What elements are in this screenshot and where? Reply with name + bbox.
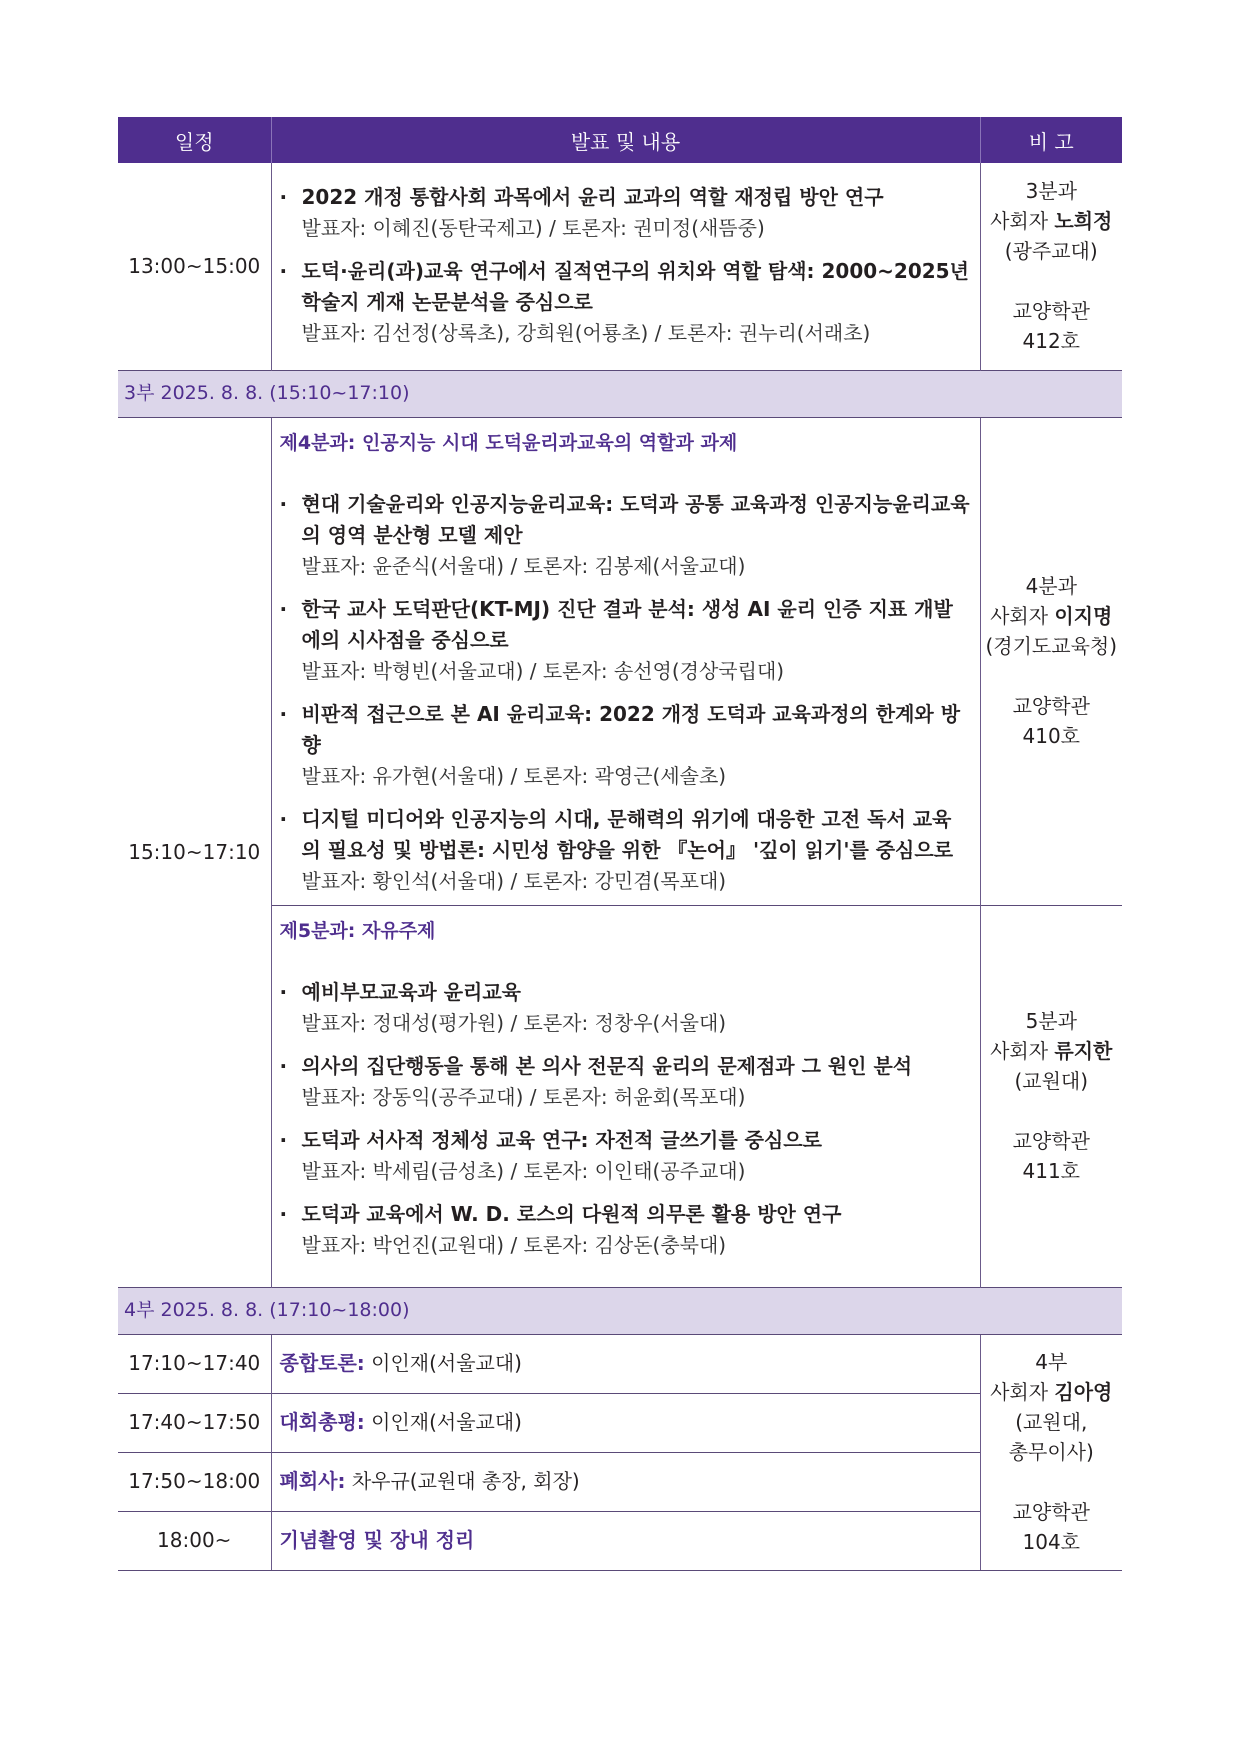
content-cell: [271, 1452, 980, 1511]
row-text: 차우규(교원대 총장, 회장): [345, 1469, 580, 1493]
list-item: · 디지털 미디어와 인공지능의 시대, 문해력의 위기에 대응한 고전 독서 교육의 필요성 및 방법론: 시민성 함양을 위한 『논어』 '깊이 읽기'를 중심으로 발표자: 황인석(서울대) / 토론자: 강민겸(목포대): [280, 804, 970, 897]
presenters: 발표자: 이혜진(동탄국제고) / 토론자: 권미정(새뜸중): [301, 215, 765, 240]
schedule-table: [118, 117, 1122, 1571]
time-cell: 17:50~18:00: [118, 1452, 271, 1511]
talk-title: 2022 개정 통합사회 과목에서 윤리 교과의 역할 재정립 방안 연구: [301, 184, 884, 209]
time-cell: 18:00~: [118, 1511, 271, 1570]
list-item: · 예비부모교육과 윤리교육 발표자: 정대성(평가원) / 토론자: 정창우(서울대): [280, 977, 970, 1039]
talk-title: 디지털 미디어와 인공지능의 시대, 문해력의 위기에 대응한 고전 독서 교육의 필요성 및 방법론: 시민성 함양을 위한 『논어』 '깊이 읽기'를 중심으로: [301, 806, 954, 862]
table-row: [118, 163, 1122, 370]
moderator-affil: (광주교대): [1004, 239, 1098, 264]
table-row: [118, 1334, 1122, 1393]
note-cell: [980, 163, 1122, 370]
talk-title: 현대 기술윤리와 인공지능윤리교육: 도덕과 공통 교육과정 인공지능윤리교육의 영역 분산형 모델 제안: [301, 491, 970, 547]
building: 교양학관: [1012, 694, 1090, 718]
content-cell: [271, 1334, 980, 1393]
presenters: 발표자: 박형빈(서울교대) / 토론자: 송선영(경상국립대): [301, 658, 785, 683]
session-name: 5분과: [1025, 1009, 1077, 1033]
moderator-name: 김아영: [1054, 1380, 1113, 1404]
table-header: [118, 117, 1122, 163]
talk-title: 예비부모교육과 윤리교육: [301, 979, 521, 1004]
building: 교양학관: [1012, 1500, 1090, 1524]
note-cell: [980, 1334, 1122, 1570]
presenters: 발표자: 박언진(교원대) / 토론자: 김상돈(충북대): [301, 1232, 727, 1257]
session-title: 제4분과: 인공지능 시대 도덕윤리과교육의 역할과 과제: [279, 431, 738, 454]
presenters: 발표자: 유가현(서울대) / 토론자: 곽영근(세솔초): [301, 763, 727, 788]
presenters: 발표자: 장동익(공주교대) / 토론자: 허윤회(목포대): [301, 1084, 746, 1109]
moderator-affil: (교원대): [1014, 1069, 1089, 1093]
table-row: [118, 1511, 1122, 1570]
schedule-page: [118, 117, 1122, 1571]
session-name: 4분과: [1025, 574, 1077, 598]
header-note: 비 고: [980, 117, 1122, 163]
header-content: 발표 및 내용: [271, 117, 980, 163]
talk-title: 도덕과 교육에서 W. D. 로스의 다원적 의무론 활용 방안 연구: [301, 1201, 842, 1226]
row-label: 폐회사:: [279, 1469, 346, 1493]
table-row: [118, 1393, 1122, 1452]
presenters: 발표자: 박세림(금성초) / 토론자: 이인태(공주교대): [301, 1158, 746, 1183]
content-cell: [271, 1511, 980, 1570]
section-heading: 4부 2025. 8. 8. (17:10~18:00): [118, 1287, 1122, 1334]
moderator-name: 이지명: [1054, 604, 1113, 628]
list-item: · 도덕과 교육에서 W. D. 로스의 다원적 의무론 활용 방안 연구 발표자: 박언진(교원대) / 토론자: 김상돈(충북대): [280, 1199, 970, 1261]
moderator-label: 사회자: [990, 209, 1055, 234]
note-cell: [980, 905, 1122, 1287]
time-cell: 13:00~15:00: [118, 163, 271, 370]
time-cell: 17:10~17:40: [118, 1334, 271, 1393]
content-cell: [271, 163, 980, 370]
talk-title: 한국 교사 도덕판단(KT-MJ) 진단 결과 분석: 생성 AI 윤리 인증 지표 개발에의 시사점을 중심으로: [301, 596, 953, 652]
moderator-label: 사회자: [990, 604, 1055, 628]
note-cell: [980, 417, 1122, 905]
moderator-label: 사회자: [990, 1039, 1055, 1063]
moderator-name: 노희정: [1054, 209, 1113, 234]
header-schedule: 일정: [118, 117, 271, 163]
presenters: 발표자: 김선정(상록초), 강희원(어룡초) / 토론자: 권누리(서래초): [301, 320, 871, 345]
moderator-affil: (경기도교육청): [985, 634, 1118, 658]
section-heading-part3: [118, 370, 1122, 417]
list-item: · 비판적 접근으로 본 AI 윤리교육: 2022 개정 도덕과 교육과정의 한계와 방향 발표자: 유가현(서울대) / 토론자: 곽영근(세솔초): [280, 699, 970, 792]
time-cell: 17:40~17:50: [118, 1393, 271, 1452]
presenters: 발표자: 윤준식(서울대) / 토론자: 김봉제(서울교대): [301, 553, 746, 578]
section-heading-part4: [118, 1287, 1122, 1334]
content-cell: [271, 1393, 980, 1452]
list-item: · 현대 기술윤리와 인공지능윤리교육: 도덕과 공통 교육과정 인공지능윤리교육의 영역 분산형 모델 제안 발표자: 윤준식(서울대) / 토론자: 김봉제(서울교대): [280, 489, 970, 582]
list-item: · 도덕과 서사적 정체성 교육 연구: 자전적 글쓰기를 중심으로 발표자: 박세림(금성초) / 토론자: 이인태(공주교대): [280, 1125, 970, 1187]
room: 411호: [1022, 1159, 1080, 1183]
building: 교양학관: [1012, 1129, 1090, 1153]
room: 104호: [1022, 1530, 1080, 1554]
list-item: · 2022 개정 통합사회 과목에서 윤리 교과의 역할 재정립 방안 연구 발표자: 이혜진(동탄국제고) / 토론자: 권미정(새뜸중): [280, 182, 970, 244]
row-label: 기념촬영 및 장내 정리: [279, 1528, 475, 1552]
talk-title: 비판적 접근으로 본 AI 윤리교육: 2022 개정 도덕과 교육과정의 한계와 방향: [301, 701, 961, 757]
row-text: 이인재(서울교대): [364, 1351, 522, 1375]
table-row: [118, 1452, 1122, 1511]
table-row: [118, 417, 1122, 905]
presenters: 발표자: 황인석(서울대) / 토론자: 강민겸(목포대): [301, 868, 727, 893]
session-name: 3분과: [1025, 179, 1077, 204]
talk-title: 도덕과 서사적 정체성 교육 연구: 자전적 글쓰기를 중심으로: [301, 1127, 822, 1152]
talk-title: 의사의 집단행동을 통해 본 의사 전문직 윤리의 문제점과 그 원인 분석: [301, 1053, 913, 1078]
row-text: 이인재(서울교대): [364, 1410, 522, 1434]
content-cell: [271, 905, 980, 1287]
moderator-label: 사회자: [990, 1380, 1055, 1404]
session-title: 제5분과: 자유주제: [279, 919, 436, 942]
list-item: · 의사의 집단행동을 통해 본 의사 전문직 윤리의 문제점과 그 원인 분석 발표자: 장동익(공주교대) / 토론자: 허윤회(목포대): [280, 1051, 970, 1113]
moderator-name: 류지한: [1054, 1039, 1113, 1063]
room: 410호: [1022, 724, 1080, 748]
session-name: 4부: [1035, 1350, 1068, 1374]
talk-title: 도덕·윤리(과)교육 연구에서 질적연구의 위치와 역할 탐색: 2000~2025년 학술지 게재 논문분석을 중심으로: [301, 258, 969, 314]
building: 교양학관: [1012, 299, 1090, 324]
presenters: 발표자: 정대성(평가원) / 토론자: 정창우(서울대): [301, 1010, 727, 1035]
section-heading: 3부 2025. 8. 8. (15:10~17:10): [118, 370, 1122, 417]
moderator-affil-2: 총무이사): [1008, 1440, 1094, 1464]
list-item: · 도덕·윤리(과)교육 연구에서 질적연구의 위치와 역할 탐색: 2000~2025년 학술지 게재 논문분석을 중심으로 발표자: 김선정(상록초), 강희원(어룡초) / 토론자: 권누리(서래초): [280, 256, 970, 349]
time-cell: 15:10~17:10: [118, 417, 271, 1287]
room: 412호: [1022, 329, 1080, 354]
content-cell: [271, 417, 980, 905]
row-label: 대회총평:: [279, 1410, 365, 1434]
moderator-affil: (교원대,: [1015, 1410, 1088, 1434]
row-label: 종합토론:: [279, 1351, 365, 1375]
list-item: · 한국 교사 도덕판단(KT-MJ) 진단 결과 분석: 생성 AI 윤리 인증 지표 개발에의 시사점을 중심으로 발표자: 박형빈(서울교대) / 토론자: 송선영(경상국립대): [280, 594, 970, 687]
